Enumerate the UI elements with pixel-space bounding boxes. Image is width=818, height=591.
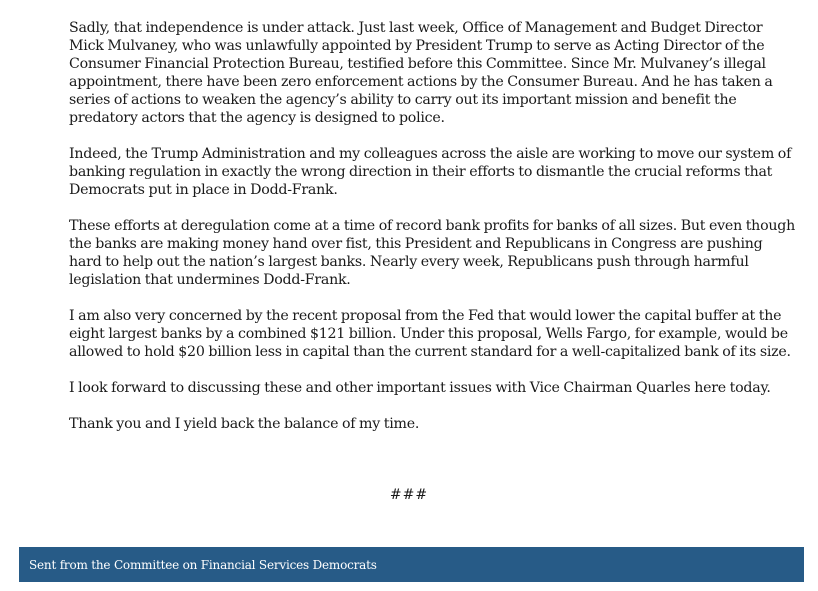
paragraph: I look forward to discussing these and other important issues with Vice Chairman Quarles here today.	[69, 380, 771, 396]
paragraph: Indeed, the Trump Administration and my colleagues across the aisle are working to move our system of banking regulation in exactly the wrong direction in their efforts to dismantle the crucial reforms that Democrats put in place in Dodd-Frank.	[69, 146, 792, 198]
paragraph: I am also very concerned by the recent proposal from the Fed that would lower the capital buffer at the eight largest banks by a combined $121 billion. Under this proposal, Wells Fargo, for example, would be allowed to hold $20 billion less in capital than the current standard for a well-capitalized bank of its size.	[69, 308, 791, 360]
paragraph: Thank you and I yield back the balance of my time.	[69, 416, 420, 432]
paragraph: Sadly, that independence is under attack. Just last week, Office of Management and Budget Director Mick Mulvaney, who was unlawfully appointed by President Trump to serve as Acting Director of the Consumer Financial Protection Bureau, testified before this Committee. Since Mr. Mulvaney’s illegal appointment, there have been zero enforcement actions by the Consumer Bureau. And he has taken a series of actions to weaken the agency’s ability to carry out its important mission and benefit the predatory actors that the agency is designed to police.	[69, 20, 773, 126]
footer-sender-text: Sent from the Committee on Financial Services Democrats	[29, 557, 377, 572]
end-of-release-mark: ###	[389, 487, 429, 503]
paragraph: These efforts at deregulation come at a time of record bank profits for banks of all sizes. But even though the banks are making money hand over fist, this President and Republicans in Congress are pushing hard to help out the nation’s largest banks. Nearly every week, Republicans push through harmful legislation that undermines Dodd-Frank.	[69, 218, 795, 288]
statement-body	[69, 19, 797, 451]
email-footer-banner	[19, 547, 804, 582]
